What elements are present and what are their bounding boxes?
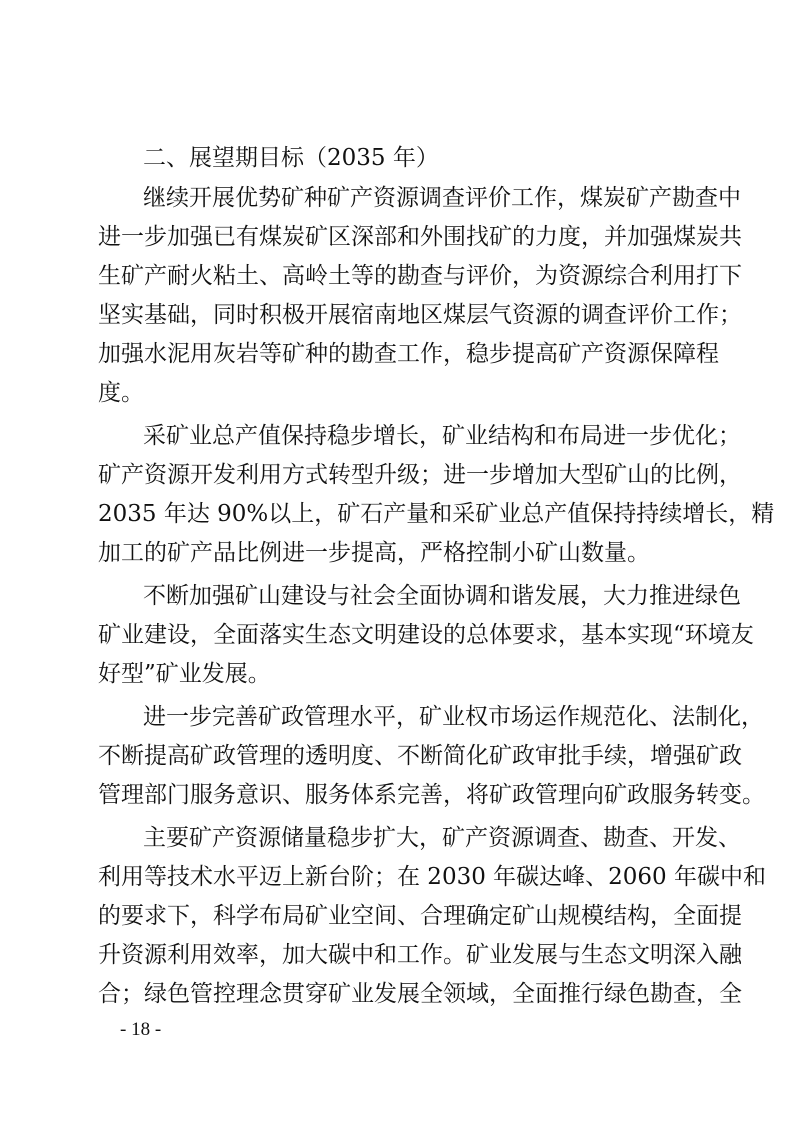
paragraph-5-line-1: 主要矿产资源储量稳步扩大，矿产资源调查、勘查、开发、	[143, 825, 741, 851]
paragraph-1-line-3: 生矿产耐火粘土、高岭土等的勘查与评价，为资源综合利用打下	[98, 263, 742, 289]
paragraph-1-line-4: 坚实基础，同时积极开展宿南地区煤层气资源的调查评价工作；	[98, 302, 742, 328]
page-number: - 18 -	[120, 1019, 162, 1040]
paragraph-1-line-2: 进一步加强已有煤炭矿区深部和外围找矿的力度，并加强煤炭共	[98, 224, 742, 250]
paragraph-2-line-2: 矿产资源开发利用方式转型升级；进一步增加大型矿山的比例，	[98, 462, 742, 488]
paragraph-5-line-3: 的要求下，科学布局矿业空间、合理确定矿山规模结构，全面提	[98, 903, 742, 929]
paragraph-3-line-2: 矿业建设，全面落实生态文明建设的总体要求，基本实现“环境友	[98, 622, 754, 648]
section-heading: 二、展望期目标（2035 年）	[143, 145, 439, 171]
paragraph-1-line-6: 度。	[98, 380, 144, 406]
paragraph-2-line-4: 加工的矿产品比例进一步提高，严格控制小矿山数量。	[98, 540, 650, 566]
paragraph-4-line-1: 进一步完善矿政管理水平，矿业权市场运作规范化、法制化，	[143, 704, 764, 730]
paragraph-2-line-3: 2035 年达 90%以上，矿石产量和采矿业总产值保持持续增长，精	[98, 501, 775, 527]
paragraph-3-line-3: 好型”矿业发展。	[98, 661, 271, 687]
paragraph-5-line-4: 升资源利用效率，加大碳中和工作。矿业发展与生态文明深入融	[98, 942, 742, 968]
paragraph-4-line-2: 不断提高矿政管理的透明度、不断简化矿政审批手续，增强矿政	[98, 743, 742, 769]
paragraph-3-line-1: 不断加强矿山建设与社会全面协调和谐发展，大力推进绿色	[143, 583, 741, 609]
paragraph-5-line-5: 合；绿色管控理念贯穿矿业发展全领域，全面推行绿色勘查，全	[98, 981, 742, 1007]
paragraph-5-line-2: 利用等技术水平迈上新台阶；在 2030 年碳达峰、2060 年碳中和	[98, 864, 766, 890]
paragraph-1-line-5: 加强水泥用灰岩等矿种的勘查工作，稳步提高矿产资源保障程	[98, 341, 719, 367]
paragraph-1-line-1: 继续开展优势矿种矿产资源调查评价工作，煤炭矿产勘查中	[143, 185, 741, 211]
paragraph-2-line-1: 采矿业总产值保持稳步增长，矿业结构和布局进一步优化；	[143, 423, 741, 449]
paragraph-4-line-3: 管理部门服务意识、服务体系完善，将矿政管理向矿政服务转变。	[98, 782, 765, 808]
